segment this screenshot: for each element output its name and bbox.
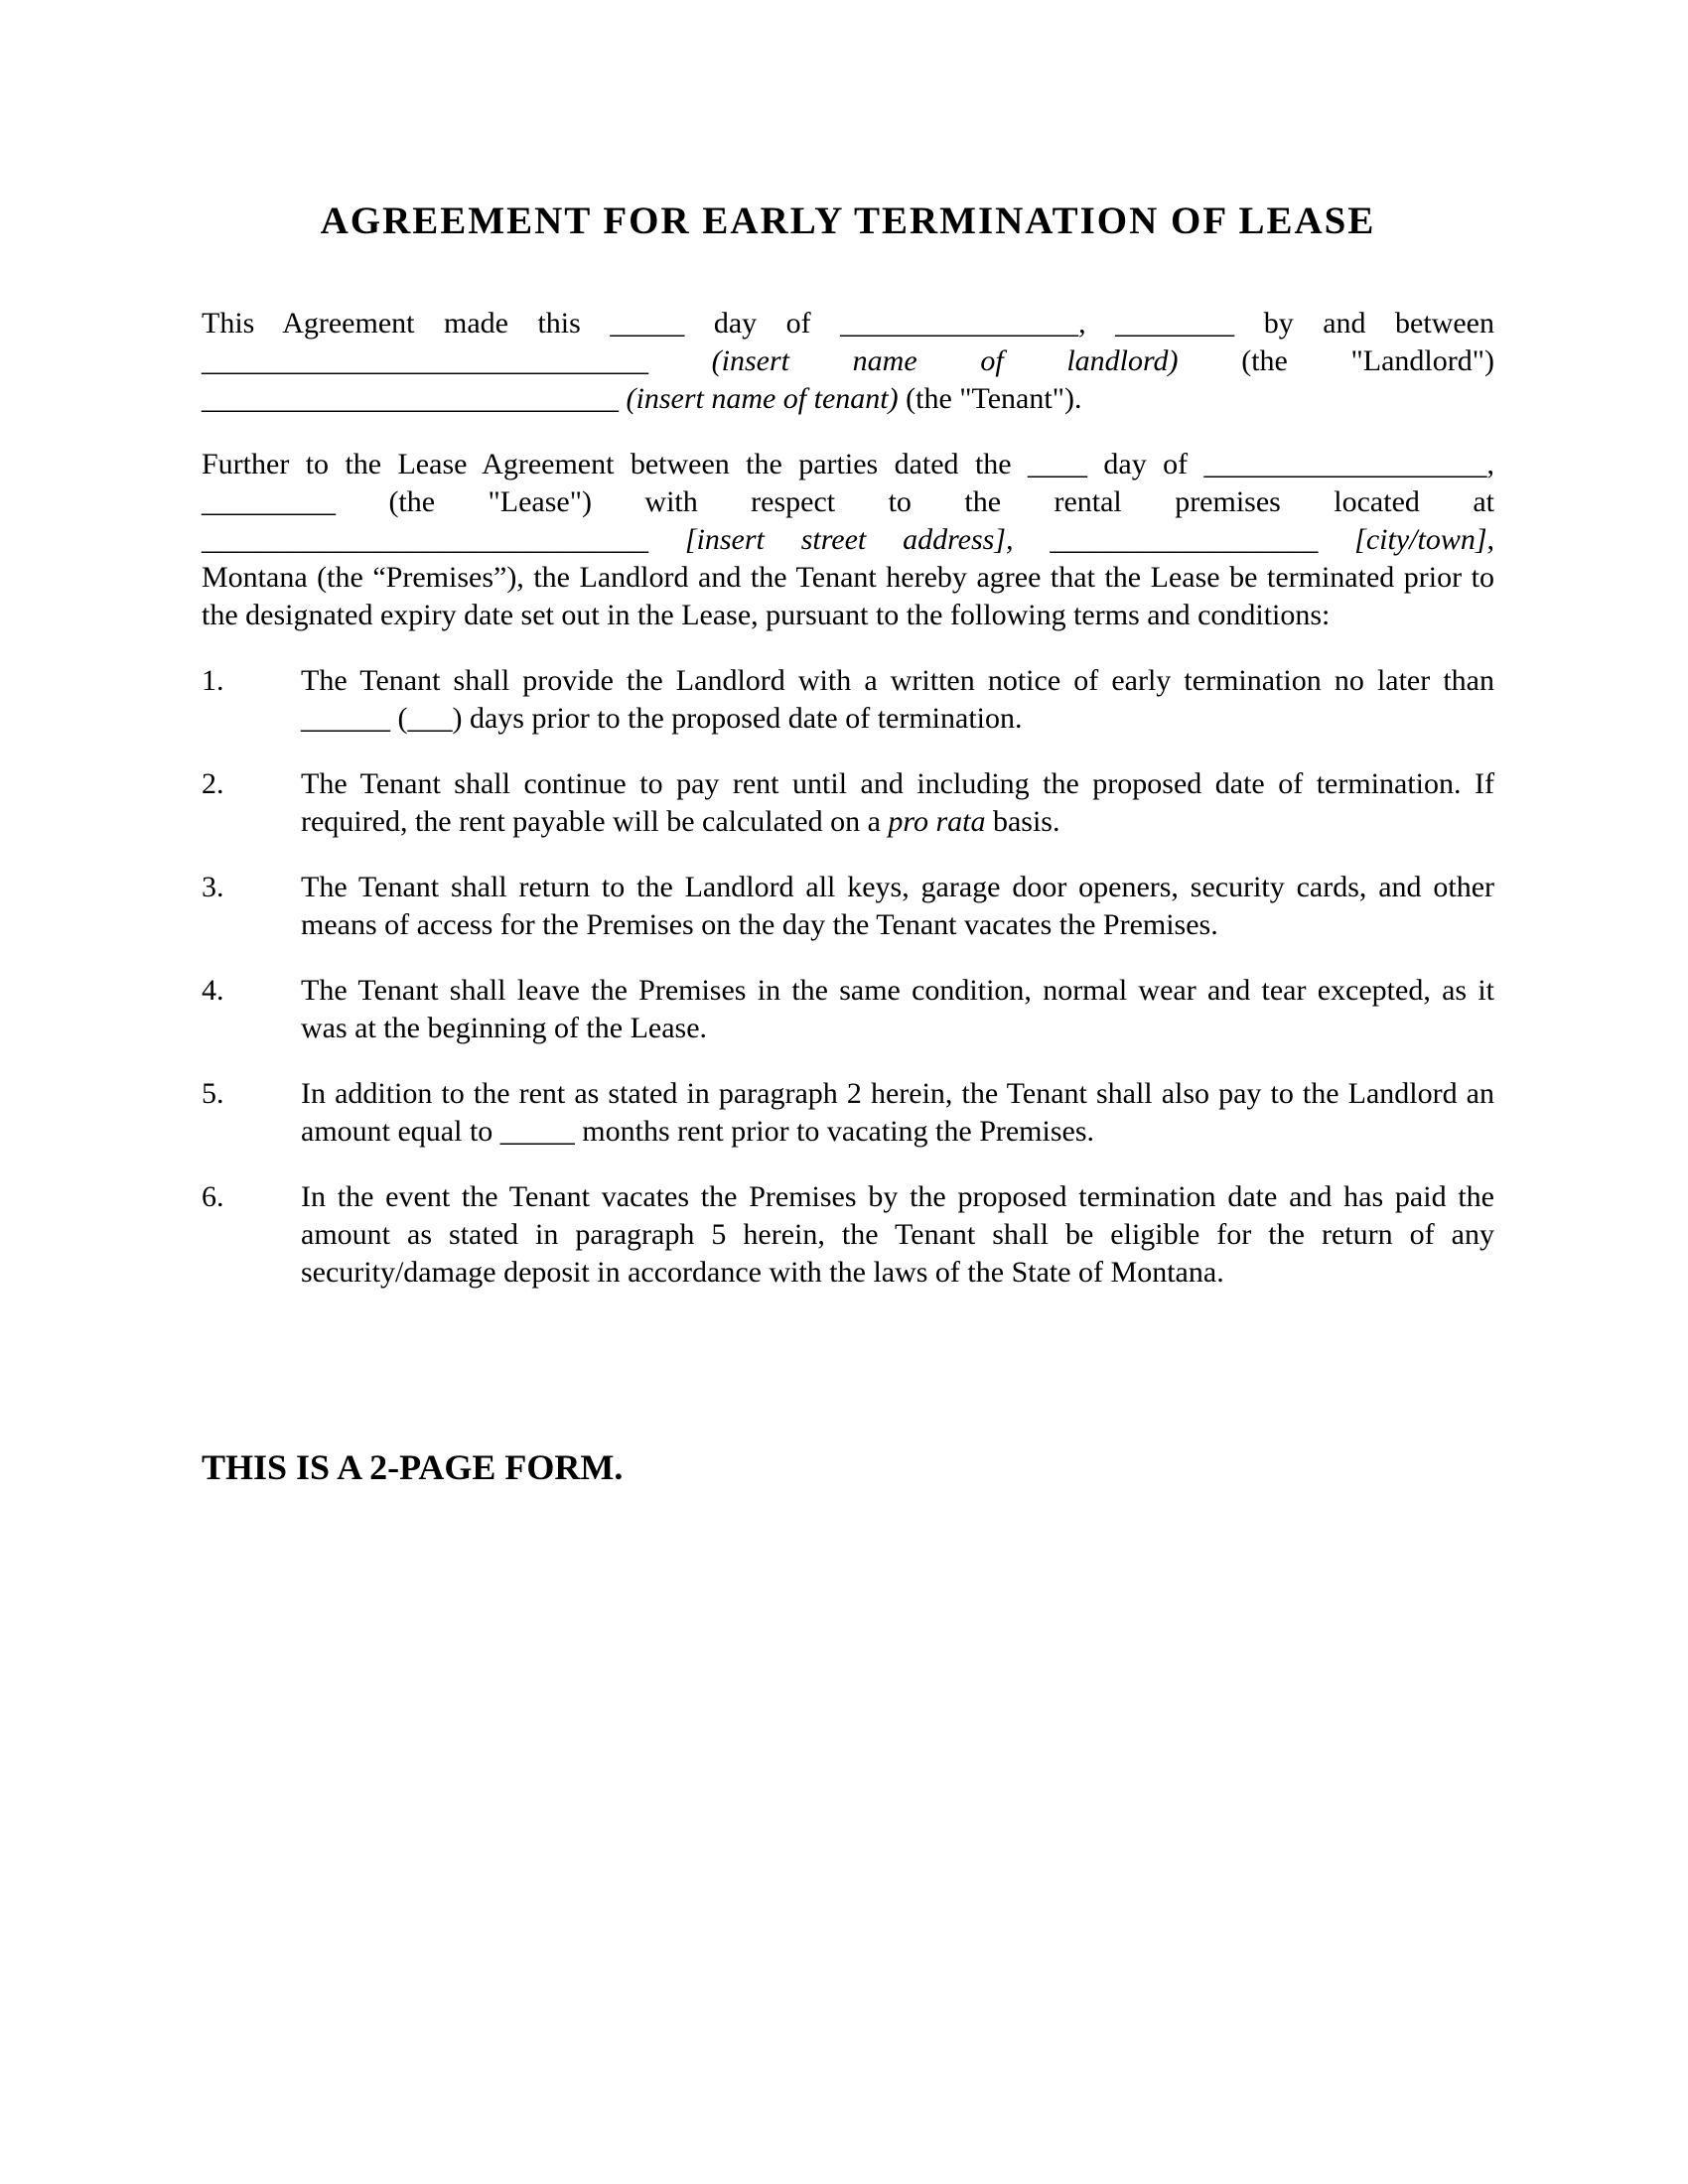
text-segment: In addition to the rent as stated in paragraph 2 herein, the Tenant shall also pay to the Landlord an <box>301 1077 1494 1110</box>
text-segment: means of access for the Premises on the day the Tenant vacates the Premises. <box>301 908 1218 941</box>
term-5 <box>202 1075 1494 1151</box>
closing-note: THIS IS A 2-PAGE FORM. <box>202 1447 624 1487</box>
text-segment: ______ (___) days prior to the proposed date of termination. <box>301 702 1023 735</box>
text-line <box>202 521 1494 559</box>
term-6 <box>202 1178 1494 1292</box>
text-line <box>301 1216 1494 1254</box>
italic-text-segment: [insert street address], <box>684 523 1014 556</box>
text-segment: basis. <box>985 805 1060 838</box>
text-segment: The Tenant shall continue to pay rent until and including the proposed date of termination. If <box>301 767 1494 800</box>
italic-text-segment: (insert name of tenant) <box>626 382 899 415</box>
text-segment: The Tenant shall return to the Landlord all keys, garage door openers, security cards, and other <box>301 871 1494 903</box>
text-line <box>301 1178 1494 1216</box>
text-line <box>301 1010 1494 1047</box>
text-segment: amount equal to _____ months rent prior to vacating the Premises. <box>301 1115 1095 1148</box>
term-2 <box>202 765 1494 841</box>
text-segment: Further to the Lease Agreement between the parties dated the ____ day of ___________________, <box>202 448 1494 480</box>
text-line <box>301 1075 1494 1113</box>
item-number: 2. <box>202 767 224 800</box>
text-segment: the designated expiry date set out in the Lease, pursuant to the following terms and conditions: <box>202 599 1331 631</box>
text-line <box>202 597 1494 634</box>
text-segment: amount as stated in paragraph 5 herein, the Tenant shall be eligible for the return of any <box>301 1218 1494 1251</box>
recital-paragraph <box>202 446 1494 634</box>
text-line <box>301 869 1494 906</box>
text-segment: The Tenant shall leave the Premises in the same condition, normal wear and tear excepted, as it <box>301 974 1494 1007</box>
item-number: 4. <box>202 974 224 1007</box>
text-segment: (the "Landlord") <box>1178 344 1494 377</box>
text-line <box>301 700 1494 738</box>
intro-paragraph <box>202 305 1494 418</box>
text-line <box>301 972 1494 1010</box>
text-segment: (the "Tenant"). <box>898 382 1082 415</box>
document-body <box>202 305 1494 1292</box>
document-title: AGREEMENT FOR EARLY TERMINATION OF LEASE <box>320 200 1376 242</box>
item-number: 3. <box>202 871 224 903</box>
text-line <box>202 483 1494 521</box>
text-line <box>301 1113 1494 1151</box>
italic-text-segment: [city/town], <box>1354 523 1495 556</box>
term-1 <box>202 662 1494 738</box>
text-segment: required, the rent payable will be calculated on a <box>301 805 889 838</box>
text-segment: The Tenant shall provide the Landlord with a written notice of early termination no later than <box>301 664 1494 697</box>
item-number: 6. <box>202 1180 224 1213</box>
text-segment: This Agreement made this _____ day of ________________, ________ by and between <box>202 307 1494 340</box>
text-line <box>202 305 1494 342</box>
text-line <box>301 662 1494 700</box>
term-3 <box>202 869 1494 944</box>
text-segment: ______________________________ <box>202 344 712 377</box>
text-segment: was at the beginning of the Lease. <box>301 1012 708 1044</box>
text-line <box>202 380 1494 418</box>
text-segment: Montana (the “Premises”), the Landlord and the Tenant hereby agree that the Lease be terminated prior to <box>202 561 1494 594</box>
item-number: 1. <box>202 664 224 697</box>
item-number: 5. <box>202 1077 224 1110</box>
text-segment: ____________________________ <box>202 382 627 415</box>
text-line <box>202 342 1494 380</box>
italic-text-segment: (insert name of landlord) <box>711 344 1179 377</box>
text-segment: __________________ <box>1013 523 1355 556</box>
text-segment: security/damage deposit in accordance with the laws of the State of Montana. <box>301 1256 1224 1289</box>
text-line <box>301 765 1494 803</box>
text-segment: In the event the Tenant vacates the Premises by the proposed termination date and has paid the <box>301 1180 1494 1213</box>
text-line <box>301 1254 1494 1292</box>
text-segment: _________ (the "Lease") with respect to the rental premises located at <box>202 485 1494 518</box>
text-line <box>301 803 1494 841</box>
text-line <box>202 559 1494 597</box>
italic-text-segment: pro rata <box>888 805 986 838</box>
term-4 <box>202 972 1494 1047</box>
text-line <box>202 446 1494 483</box>
text-segment: ______________________________ <box>202 523 685 556</box>
text-line <box>301 906 1494 944</box>
